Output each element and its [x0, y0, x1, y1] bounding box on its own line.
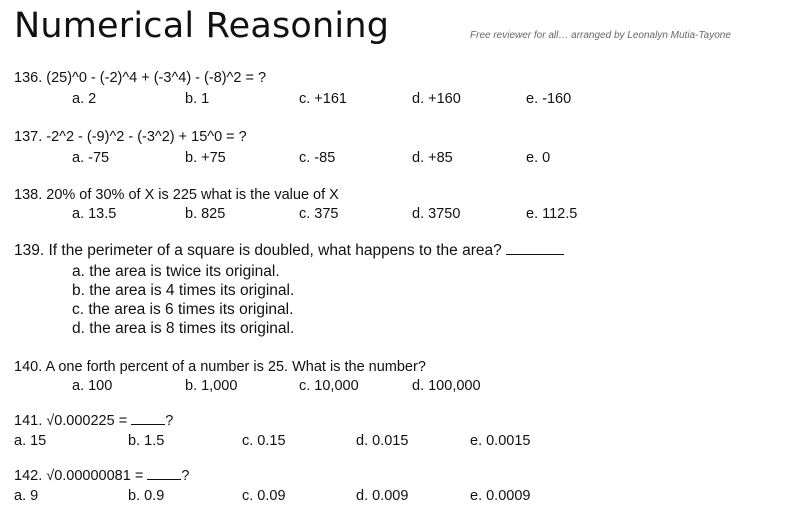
question-stem-tail: ? [181, 468, 190, 484]
option-e: e. 0 [526, 150, 551, 166]
option-a: a. -75 [72, 150, 110, 166]
option-c: c. -85 [299, 150, 336, 166]
question-stem-text: 142. √0.00000081 = [14, 468, 144, 484]
option-b: b. 1.5 [128, 433, 165, 449]
credit-line: Free reviewer for all… arranged by Leonalyn Mutia-Tayone [470, 30, 731, 41]
question-stem: 138. 20% of 30% of X is 225 what is the value of X [14, 187, 339, 203]
question-stem [14, 468, 189, 484]
question-stem-tail: ? [165, 413, 174, 429]
option-d: d. 0.009 [356, 488, 409, 504]
option-d: d. the area is 8 times its original. [72, 320, 295, 337]
option-b: b. +75 [185, 150, 226, 166]
option-b: b. 825 [185, 206, 226, 222]
question-stem: 137. -2^2 - (-9)^2 - (-3^2) + 15^0 = ? [14, 129, 247, 145]
question-stem [14, 242, 564, 260]
option-a: a. 9 [14, 488, 39, 504]
option-c: c. 0.15 [242, 433, 286, 449]
answer-blank [131, 423, 165, 425]
option-b: b. 0.9 [128, 488, 165, 504]
option-b: b. 1,000 [185, 378, 238, 394]
option-e: e. -160 [526, 91, 572, 107]
answer-blank [147, 478, 181, 480]
option-c: c. the area is 6 times its original. [72, 301, 294, 318]
question-stem: 140. A one forth percent of a number is 25. What is the number? [14, 359, 426, 375]
question-stem [14, 413, 173, 429]
page-title: Numerical Reasoning [14, 6, 390, 46]
option-b: b. 1 [185, 91, 210, 107]
option-c: c. 0.09 [242, 488, 286, 504]
option-a: a. 13.5 [72, 206, 117, 222]
option-a: a. 15 [14, 433, 47, 449]
option-a: a. 100 [72, 378, 113, 394]
question-stem-text: 141. √0.000225 = [14, 413, 128, 429]
option-d: d. +85 [412, 150, 453, 166]
option-a: a. the area is twice its original. [72, 263, 280, 280]
option-b: b. the area is 4 times its original. [72, 282, 295, 299]
question-stem: 136. (25)^0 - (-2)^4 + (-3^4) - (-8)^2 = ? [14, 70, 267, 86]
option-e: e. 0.0015 [470, 433, 531, 449]
option-d: d. +160 [412, 91, 461, 107]
option-d: d. 0.015 [356, 433, 409, 449]
option-c: c. 10,000 [299, 378, 359, 394]
option-e: e. 0.0009 [470, 488, 531, 504]
option-d: d. 100,000 [412, 378, 481, 394]
option-a: a. 2 [72, 91, 97, 107]
option-c: c. +161 [299, 91, 347, 107]
option-e: e. 112.5 [526, 206, 578, 222]
question-stem-text: 139. If the perimeter of a square is doubled, what happens to the area? [14, 242, 502, 259]
option-c: c. 375 [299, 206, 339, 222]
option-d: d. 3750 [412, 206, 461, 222]
answer-blank [506, 253, 564, 255]
